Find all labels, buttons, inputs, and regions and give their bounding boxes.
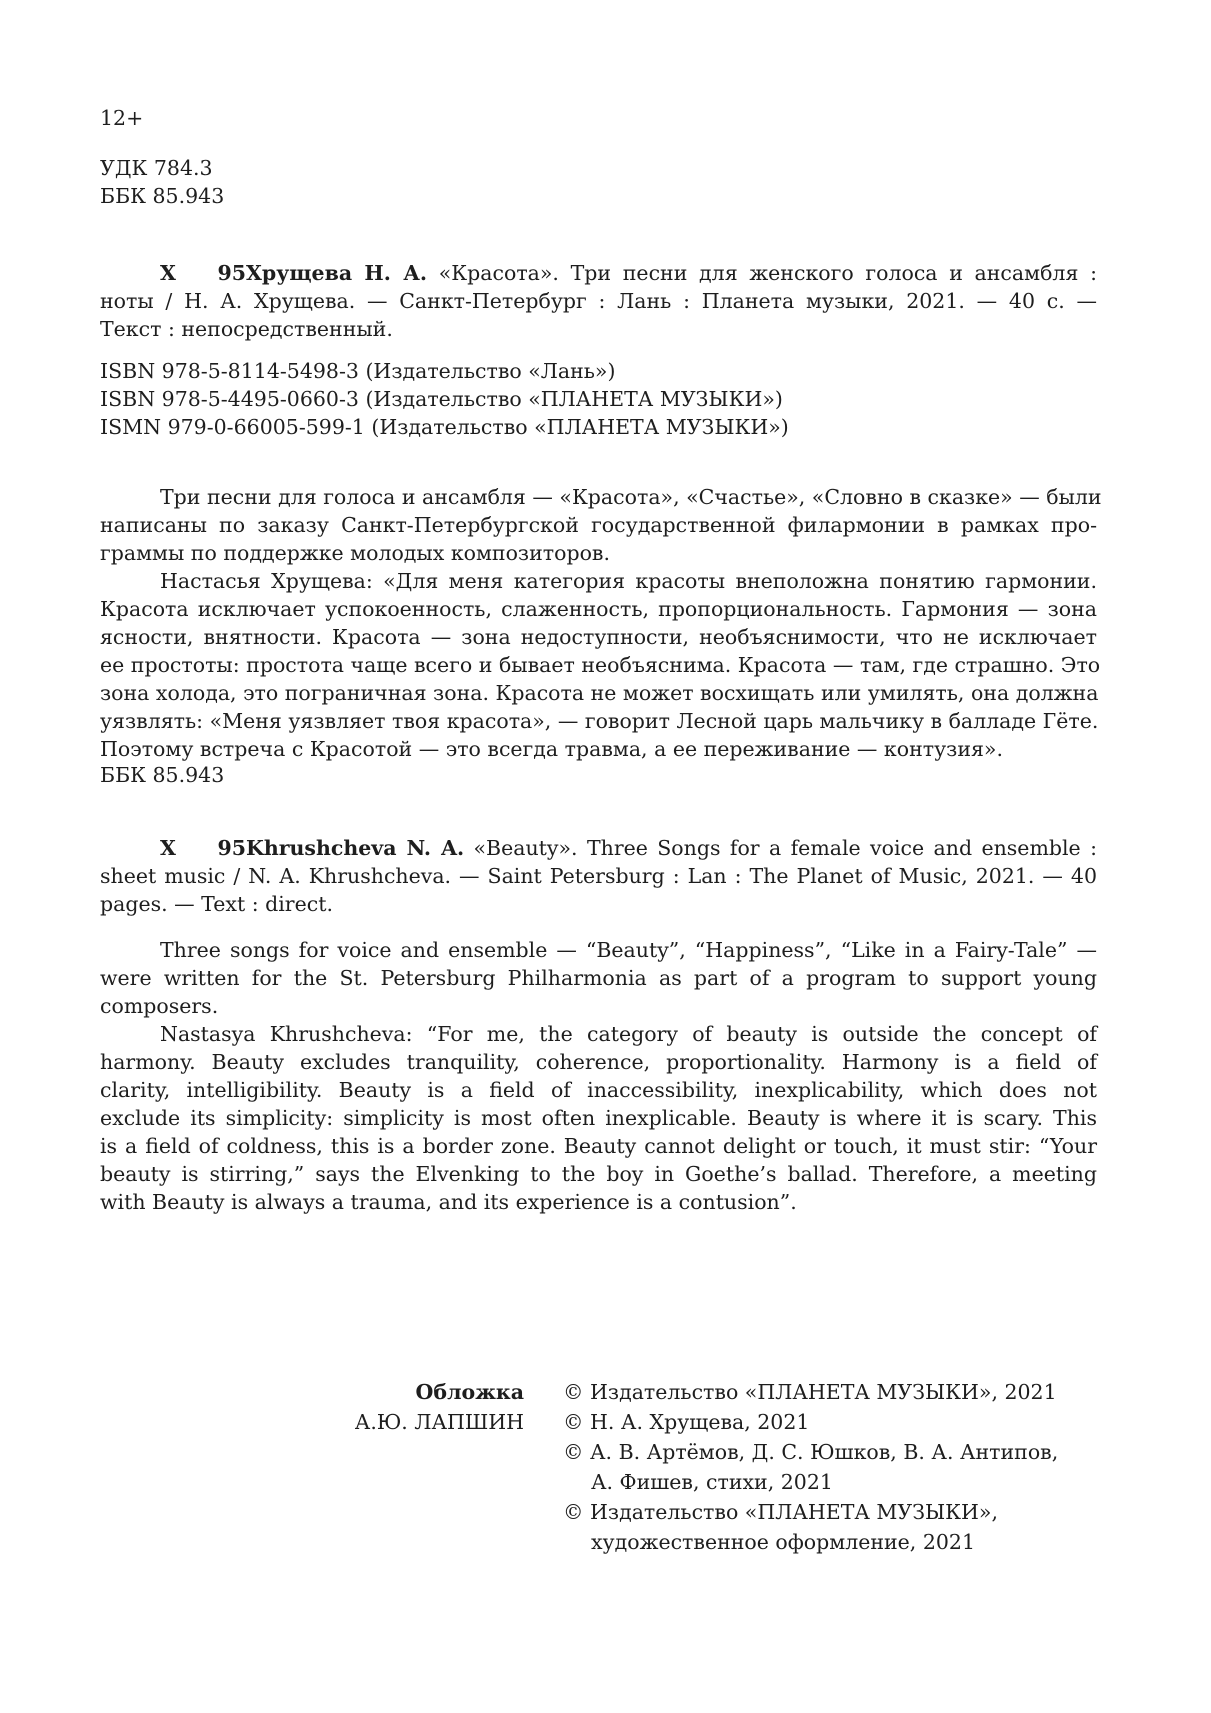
en-entry-code: Х 95 [160,836,246,860]
ru-quote: Настасья Хрущева: «Для меня категория красоты внеположна понятию гармонии. [160,569,1097,593]
copyright-list: © Издательство «ПЛАНЕТА МУЗЫКИ», 2021 © Н. А. Хрущева, 2021 © А. В. Артёмов, Д. С. Юшков, В. А. Антипов, А. Фишев, стихи, 2021 © Издательство «ПЛАНЕТА МУЗЫКИ», художественное оформление, 2021 [563,1377,1058,1557]
en-entry-author: Khrushcheva N. A. [246,836,465,860]
bbk-code-2: ББК 85.943 [100,763,225,787]
age-rating: 12+ [100,106,144,130]
isbn-list [100,357,789,441]
en-entry-line-2: sheet music / N. A. Khrushcheva. — Saint Petersburg : Lan : The Planet of Music, 2021. — 40 [100,864,1097,888]
copyright-author: © Н. А. Хрущева, 2021 [563,1410,810,1434]
copyright-publisher: © Издательство «ПЛАНЕТА МУЗЫКИ», 2021 [563,1380,1057,1404]
copyright-design: © Издательство «ПЛАНЕТА МУЗЫКИ», [563,1500,998,1524]
ru-entry-code: Х 95 [160,261,246,285]
copyright-lyrics: © А. В. Артёмов, Д. С. Юшков, В. А. Антипов, [563,1440,1059,1464]
isbn-lan: ISBN 978-5-8114-5498-3 (Издательство «Лань») [100,359,616,383]
bbk-code: ББК 85.943 [100,184,225,208]
ru-entry-line-2: ноты / Н. А. Хрущева. — Санкт-Петербург : Лань : Планета музыки, 2021. — 40 с. — [100,289,1097,313]
en-abstract: Three songs for voice and ensemble — “Beauty”, “Happiness”, “Like in a Fairy-Tale” — were written for the St. Petersburg Philharmonia as part of a program to support young composers. Nastasya Khrushcheva: “For me, the category of beauty is outside the concept of harmony. Beauty excludes tranquility, coherence, proportionality. Harmony is a field of clarity, intelligibility. Beauty is a field of inaccessibility, inexplicability, which does not exclude its simplicity: simplicity is most often inexplicable. Beauty is where it is scary. This is a field of coldness, this is a border zone. Beauty cannot delight or touch, it must stir: “Your beauty is stirring,” says the Elvenking to the boy in Goethe’s ballad. Therefore, a meeting with Beauty is always a trauma, and its experience is a contusion”. [100,938,1097,1214]
ru-entry-line-3: Текст : непосредственный. [100,317,393,341]
ru-entry-line-1: Х 95Хрущева Н. А. «Красота». Три песни для женского голоса и ансамбля : [100,259,1097,287]
cover-label: Обложка [415,1380,524,1404]
cover-artist: А.Ю. ЛАПШИН [354,1410,524,1434]
classification-codes [100,154,224,210]
ru-bibliographic-entry [100,259,1097,343]
en-entry-line-3: pages. — Text : direct. [100,892,333,916]
en-bibliographic-entry [100,834,1097,918]
en-entry-line-1: Х 95Khrushcheva N. A. «Beauty». Three Songs for a female voice and ensemble : [100,834,1097,862]
ru-entry-author: Хрущева Н. А. [246,261,428,285]
ru-abstract: Три песни для голоса и ансамбля — «Красота», «Счастье», «Словно в сказке» — были написаны по заказу Санкт-Петербургской государственной филармонии в рамках про- граммы по поддержке молодых композиторов. Настасья Хрущева: «Для меня категория красоты внеположна понятию гармонии. Красота исключает успокоенность, слаженность, пропорциональность. Гармония — зона ясности, внятности. Красота — зона недоступности, необъяснимости, что не исключает ее простоты: простота чаще всего и бывает необъяснима. Красота — там, где страшно. Это зона холода, это пограничная зона. Красота не может восхищать или умилять, она должна уязвлять: «Меня уязвляет твоя красота», — говорит Лесной царь мальчику в балладе Гёте. Поэтому встреча с Красотой — это всегда травма, а ее переживание — контузия». [100,485,1102,761]
en-quote: Nastasya Khrushcheva: “For me, the category of beauty is outside the concept of [160,1022,1097,1046]
isbn-planet: ISBN 978-5-4495-0660-3 (Издательство «ПЛАНЕТА МУЗЫКИ») [100,387,783,411]
cover-credit [355,1377,524,1437]
ismn-planet: ISMN 979-0-66005-599-1 (Издательство «ПЛАНЕТА МУЗЫКИ») [100,415,789,439]
udk-code: УДК 784.3 [100,156,213,180]
